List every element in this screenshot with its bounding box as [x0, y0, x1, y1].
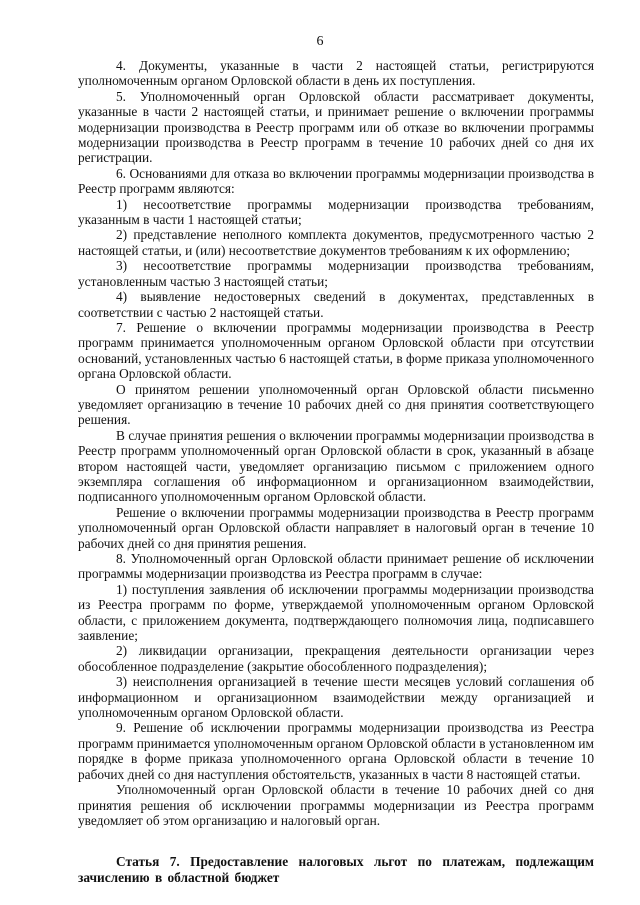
- paragraph-part-4: 4. Документы, указанные в части 2 настоящей статьи, регистрируются уполномоченным органом Орловской области в день их поступления.: [78, 58, 594, 89]
- paragraph-part-6-item-3: 3) несоответствие программы модернизации производства требованиям, установленным частью 3 настоящей статьи;: [78, 258, 594, 289]
- paragraph-part-9: 9. Решение об исключении программы модернизации производства из Реестра программ принимается уполномоченным органом Орловской области в установленном им порядке в форме приказа уполномоченного органа Орловской области в течение 10 рабочих дней со дня наступления обстоятельств, указанных в части 8 настоящей статьи.: [78, 720, 594, 782]
- paragraph-part-7: 7. Решение о включении программы модернизации производства в Реестр программ принимается уполномоченным органом Орловской области при отсутствии оснований, установленных частью 6 настоящей статьи, в форме приказа уполномоченного органа Орловской области.: [78, 319, 594, 382]
- paragraph-part-8-item-2: 2) ликвидации организации, прекращения деятельности организации через обособленное подразделение (закрытие обособленного подразделения);: [78, 643, 594, 674]
- paragraph-part-7-tax-authority: Решение о включении программы модернизации производства в Реестр программ уполномоченный орган Орловской области направляет в налоговый орган в течение 10 рабочих дней со дня принятия решения.: [78, 504, 594, 551]
- article-7-heading: Статья 7. Предоставление налоговых льгот по платежам, подлежащим зачислению в областной бюджет: [78, 854, 594, 885]
- paragraph-part-6-item-1: 1) несоответствие программы модернизации производства требованиям, указанным в части 1 настоящей статьи;: [78, 196, 594, 228]
- paragraph-part-7-notice: О принятом решении уполномоченный орган Орловской области письменно уведомляет организацию в течение 10 рабочих дней со дня принятия соответствующего решения.: [78, 381, 594, 428]
- page-number: 6: [316, 34, 324, 49]
- paragraph-part-8-item-3: 3) неисполнения организацией в течение шести месяцев условий соглашения об информационном и организационном взаимодействии между организацией и уполномоченным органом Орловской области.: [78, 674, 594, 721]
- paragraph-part-6-item-4: 4) выявление недостоверных сведений в документах, представленных в соответствии с частью 2 настоящей статьи.: [78, 289, 594, 320]
- paragraph-part-6-item-2: 2) представление неполного комплекта документов, предусмотренного частью 2 настоящей статьи, и (или) несоответствие документов требованиям к их оформлению;: [78, 227, 594, 258]
- paragraph-part-9-notice: Уполномоченный орган Орловской области в течение 10 рабочих дней со дня принятия решения об исключении программы модернизации из Реестра программ уведомляет об этом организацию и налоговый орган.: [78, 782, 594, 828]
- document-body: [78, 58, 594, 885]
- paragraph-part-8: 8. Уполномоченный орган Орловской области принимает решение об исключении программы модернизации производства из Реестра программ в случае:: [78, 551, 594, 582]
- paragraph-part-6: 6. Основаниями для отказа во включении программы модернизации производства в Реестр программ являются:: [78, 165, 594, 197]
- paragraph-part-7-letter: В случае принятия решения о включении программы модернизации производства в Реестр программ уполномоченный орган Орловской области в срок, указанный в абзаце втором настоящей части, уведомляет организацию письмом с приложением одного экземпляра соглашения об информационном и организационном взаимодействии, подписанного уполномоченным органом Орловской области.: [78, 427, 594, 505]
- paragraph-part-8-item-1: 1) поступления заявления об исключении программы модернизации производства из Реестра программ по форме, утверждаемой уполномоченным органом Орловской области, с приложением документа, подтверждающего полномочия лица, подписавшего заявление;: [78, 581, 594, 644]
- paragraph-part-5: 5. Уполномоченный орган Орловской области рассматривает документы, указанные в части 2 настоящей статьи, и принимает решение о включении программы модернизации производства в Реестр программ или об отказе во включении программы модернизации производства в Реестр программ в течение 10 рабочих дней со дня их регистрации.: [78, 88, 594, 166]
